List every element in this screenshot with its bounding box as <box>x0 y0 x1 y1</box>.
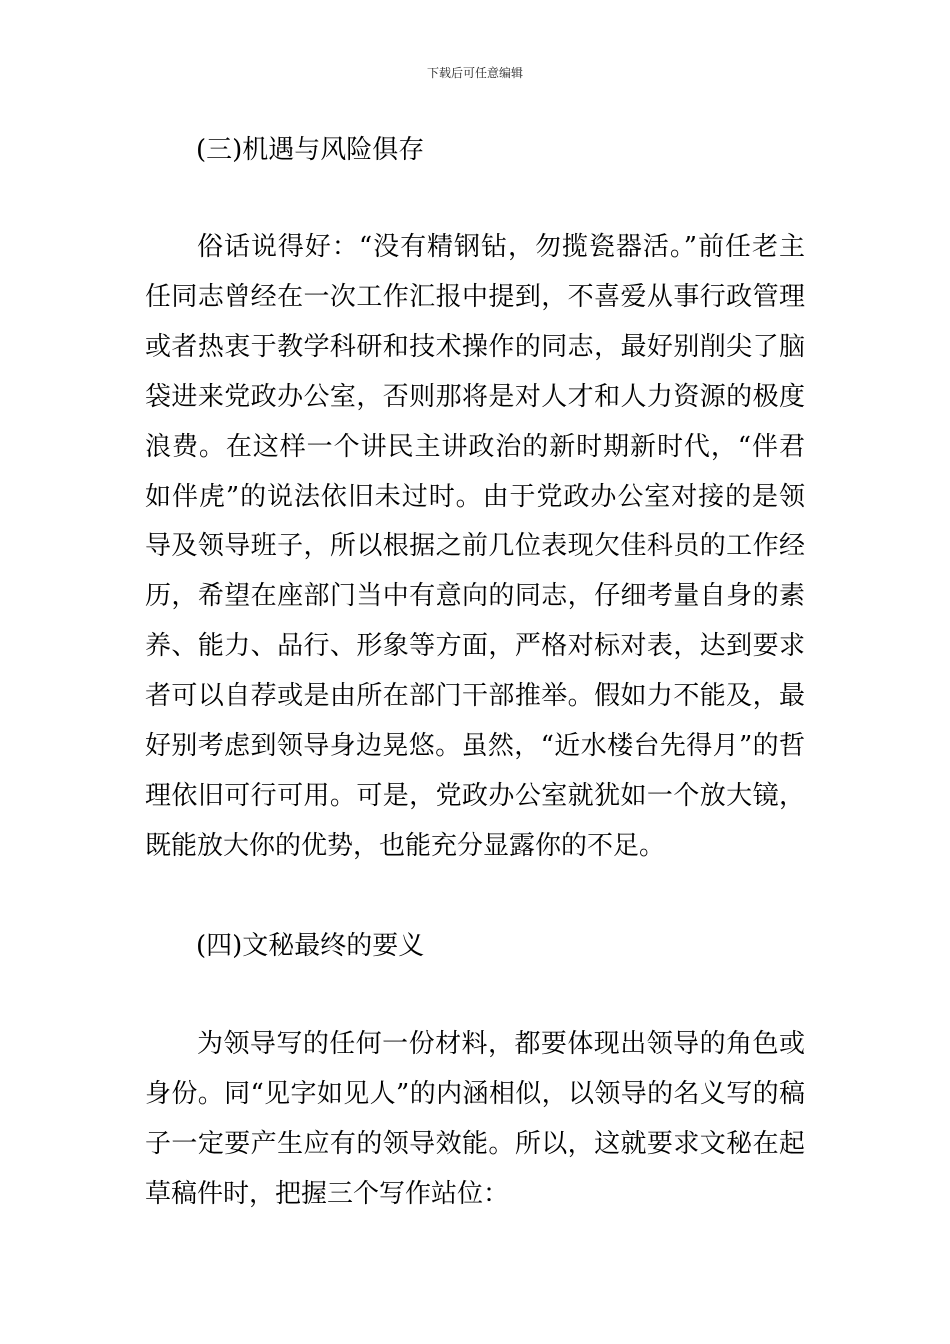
page-header: 下载后可任意编辑 <box>426 66 523 80</box>
section-heading-4: (四)文秘最终的要义 <box>196 931 425 961</box>
section-heading-3: (三)机遇与风险俱存 <box>196 135 425 165</box>
section-paragraph-4: 为领导写的任何一份材料，都要体现出领导的角色或身份。同“见字如见人”的内涵相似，以领导的名义写的稿子一定要产生应有的领导效能。所以，这就要求文秘在起草稿件时，把握三个写作站位： <box>145 1029 805 1209</box>
section-paragraph-3: 俗话说得好：“没有精钢钻，勿揽瓷器活。”前任老主任同志曾经在一次工作汇报中提到，不喜爱从事行政管理或者热衷于教学科研和技术操作的同志，最好别削尖了脑袋进来党政办公室，否则那将是对人才和人力资源的极度浪费。在这样一个讲民主讲政治的新时期新时代，“伴君如伴虎”的说法依旧未过时。由于党政办公室对接的是领导及领导班子，所以根据之前几位表现欠佳科员的工作经历，希望在座部门当中有意向的同志，仔细考量自身的素养、能力、品行、形象等方面，严格对标对表，达到要求者可以自荐或是由所在部门干部推举。假如力不能及，最好别考虑到领导身边晃悠。虽然，“近水楼台先得月”的哲理依旧可行可用。可是，党政办公室就犹如一个放大镜，既能放大你的优势，也能充分显露你的不足。 <box>145 232 805 861</box>
